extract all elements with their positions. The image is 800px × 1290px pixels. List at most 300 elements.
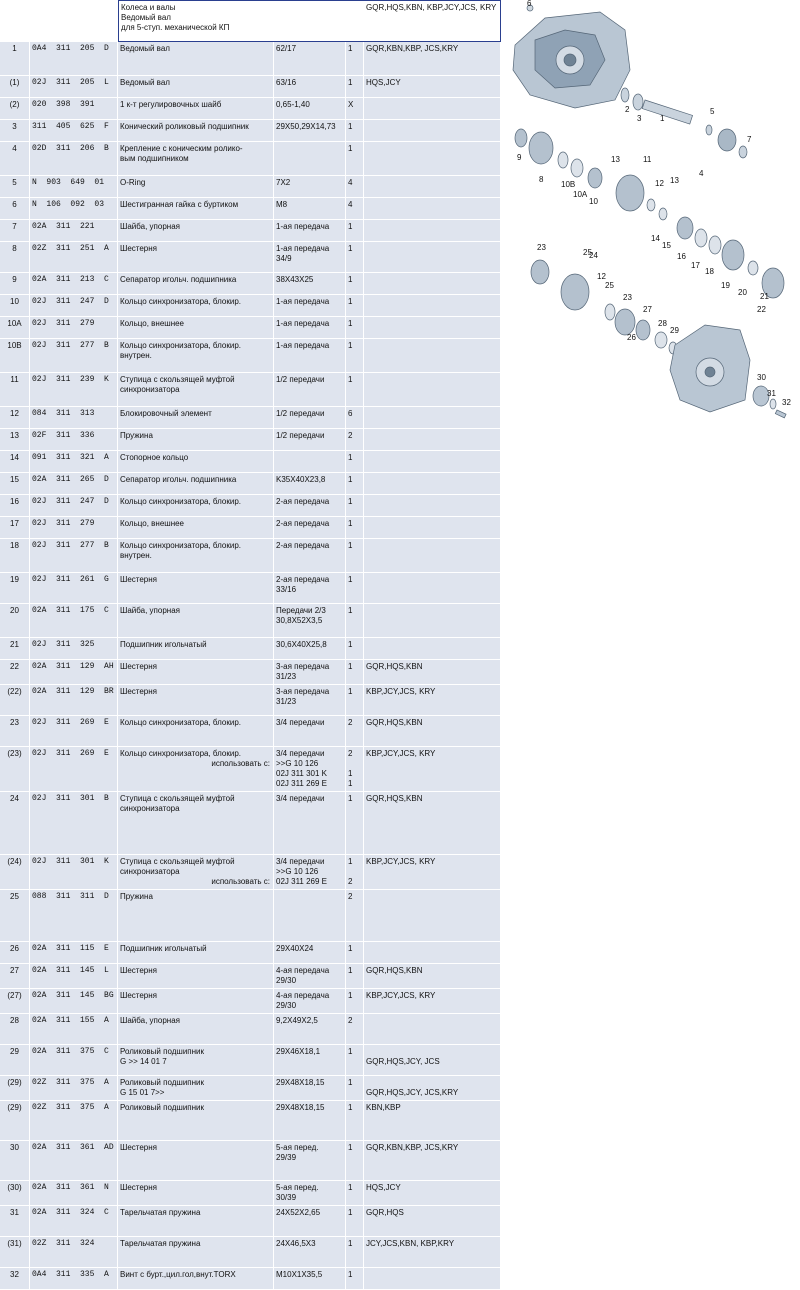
- position-cell: 28: [0, 1014, 30, 1045]
- models-cell: KBP,JCY,JCS, KRY: [364, 855, 501, 890]
- table-row: [0, 539, 501, 573]
- models-cell: GQR,HQS,KBN: [364, 716, 501, 747]
- quantity-cell: 1: [346, 142, 364, 176]
- position-cell: 16: [0, 495, 30, 517]
- quantity-cell: 2: [346, 1014, 364, 1045]
- models-cell: [364, 451, 501, 473]
- position-cell: 11: [0, 373, 30, 407]
- spec-cell: 29X50,29X14,73: [274, 120, 346, 142]
- quantity-cell: 2: [346, 429, 364, 451]
- diagram-callout-label: 18: [705, 267, 714, 276]
- description-cell: Стопорное кольцо: [118, 451, 274, 473]
- table-row: [0, 317, 501, 339]
- description-cell: Шестерня: [118, 964, 274, 989]
- position-cell: (31): [0, 1237, 30, 1268]
- part-number-cell: 02A 311 145 L: [30, 964, 118, 989]
- description-cell: Шестерня: [118, 685, 274, 716]
- position-cell: 14: [0, 451, 30, 473]
- diagram-callout-label: 3: [637, 114, 642, 123]
- diagram-callout-label: 25: [605, 281, 614, 290]
- spec-cell: 1-ая передача: [274, 317, 346, 339]
- position-cell: 17: [0, 517, 30, 539]
- part-number-cell: 02J 311 239 K: [30, 373, 118, 407]
- part-number-cell: 02D 311 206 B: [30, 142, 118, 176]
- quantity-cell: 4: [346, 176, 364, 198]
- diagram-callout-label: 28: [658, 319, 667, 328]
- part-number-cell: 02A 311 175 C: [30, 604, 118, 638]
- quantity-cell: 1: [346, 1181, 364, 1206]
- models-cell: KBN,KBP: [364, 1101, 501, 1141]
- diagram-callout-label: 10: [589, 197, 598, 206]
- header-subtitle: Ведомый вал: [121, 13, 171, 22]
- position-cell: 27: [0, 964, 30, 989]
- position-cell: 21: [0, 638, 30, 660]
- diagram-callout-label: 10B: [561, 180, 576, 189]
- description-cell: Кольцо, внешнее: [118, 517, 274, 539]
- table-row: [0, 1141, 501, 1181]
- position-cell: 10: [0, 295, 30, 317]
- position-cell: 26: [0, 942, 30, 964]
- quantity-cell: 1: [346, 451, 364, 473]
- models-cell: [364, 295, 501, 317]
- position-cell: 13: [0, 429, 30, 451]
- table-row: [0, 660, 501, 685]
- diagram-callout-label: 9: [517, 153, 522, 162]
- models-cell: JCY,JCS,KBN, KBP,KRY: [364, 1237, 501, 1268]
- diagram-callout-label: 7: [747, 135, 752, 144]
- spec-cell: M10X1X35,5: [274, 1268, 346, 1290]
- position-cell: 6: [0, 198, 30, 220]
- spec-cell: 1-ая передача: [274, 220, 346, 242]
- spec-cell: 62/17: [274, 42, 346, 76]
- spec-cell: 3-ая передача 31/23: [274, 660, 346, 685]
- diagram-callout-label: 11: [643, 155, 652, 164]
- quantity-cell: 1: [346, 1237, 364, 1268]
- quantity-cell: 1: [346, 1141, 364, 1181]
- spec-cell: 63/16: [274, 76, 346, 98]
- table-row: [0, 716, 501, 747]
- diagram-callout-label: 4: [699, 169, 704, 178]
- spec-cell: M8: [274, 198, 346, 220]
- description-cell: Пружина: [118, 890, 274, 942]
- table-row: [0, 747, 501, 792]
- part-number-cell: 0A4 311 335 A: [30, 1268, 118, 1290]
- quantity-cell: 1: [346, 317, 364, 339]
- quantity-cell: 2 1 1: [346, 747, 364, 792]
- position-cell: 7: [0, 220, 30, 242]
- spec-cell: 3/4 передачи: [274, 716, 346, 747]
- position-cell: 8: [0, 242, 30, 273]
- diagram-callout-label: 13: [670, 176, 679, 185]
- models-cell: [364, 495, 501, 517]
- diagram-callout-label: 23: [623, 293, 632, 302]
- quantity-cell: 1 2: [346, 855, 364, 890]
- models-cell: [364, 1014, 501, 1045]
- position-cell: 20: [0, 604, 30, 638]
- quantity-cell: 1: [346, 792, 364, 855]
- part-number-cell: 02J 311 205 L: [30, 76, 118, 98]
- description-cell: Шестерня: [118, 573, 274, 604]
- table-row: [0, 964, 501, 989]
- part-number-cell: 02Z 311 324: [30, 1237, 118, 1268]
- models-cell: KBP,JCY,JCS, KRY: [364, 747, 501, 792]
- spec-cell: 29X48X18,15: [274, 1076, 346, 1101]
- description-cell: Сепаратор игольч. подшипника: [118, 473, 274, 495]
- models-cell: GQR,HQS,JCY, JCS,KRY: [364, 1076, 501, 1101]
- quantity-cell: 1: [346, 989, 364, 1014]
- description-cell: Ведомый вал: [118, 42, 274, 76]
- description-cell: Конический роликовый подшипник: [118, 120, 274, 142]
- description-cell: Ступица с скользящей муфтой синхронизатора использовать с:: [118, 855, 274, 890]
- header-title-cell: [118, 0, 364, 42]
- models-cell: GQR,KBN,KBP, JCS,KRY: [364, 1141, 501, 1181]
- table-row: [0, 339, 501, 373]
- description-cell: O-Ring: [118, 176, 274, 198]
- part-number-cell: 02A 311 375 C: [30, 1045, 118, 1076]
- models-cell: GQR,KBN,KBP, JCS,KRY: [364, 42, 501, 76]
- models-cell: [364, 942, 501, 964]
- spec-cell: 7X2: [274, 176, 346, 198]
- position-cell: 5: [0, 176, 30, 198]
- quantity-cell: 1: [346, 42, 364, 76]
- diagram-callout-label: 14: [651, 234, 660, 243]
- part-number-cell: 020 398 391: [30, 98, 118, 120]
- spec-cell: 3/4 передачи >>G 10 126 02J 311 301 K 02J 311 269 E: [274, 747, 346, 792]
- position-cell: (24): [0, 855, 30, 890]
- spec-cell: [274, 451, 346, 473]
- table-row: [0, 1014, 501, 1045]
- spec-cell: 29X40X24: [274, 942, 346, 964]
- spec-cell: 38X43X25: [274, 273, 346, 295]
- description-cell: Сепаратор игольч. подшипника: [118, 273, 274, 295]
- models-cell: [364, 120, 501, 142]
- part-number-cell: 02J 311 279: [30, 317, 118, 339]
- models-cell: [364, 220, 501, 242]
- position-cell: 30: [0, 1141, 30, 1181]
- position-cell: 1: [0, 42, 30, 76]
- part-number-cell: 02J 311 277 B: [30, 339, 118, 373]
- quantity-cell: 1: [346, 242, 364, 273]
- diagram-callout-label: 13: [611, 155, 620, 164]
- diagram-callout-label: 1: [660, 114, 665, 123]
- position-cell: (2): [0, 98, 30, 120]
- description-cell: Роликовый подшипник: [118, 1101, 274, 1141]
- models-cell: [364, 638, 501, 660]
- part-number-cell: 02A 311 155 A: [30, 1014, 118, 1045]
- spec-cell: 4-ая передача 29/30: [274, 989, 346, 1014]
- table-row: [0, 42, 501, 76]
- table-row: [0, 1076, 501, 1101]
- part-number-cell: 02J 311 247 D: [30, 495, 118, 517]
- description-cell: Шестерня: [118, 242, 274, 273]
- table-row: [0, 495, 501, 517]
- models-cell: GQR,HQS: [364, 1206, 501, 1237]
- spec-cell: 2-ая передача: [274, 539, 346, 573]
- part-number-cell: 02A 311 324 C: [30, 1206, 118, 1237]
- position-cell: 25: [0, 890, 30, 942]
- spec-cell: 1/2 передачи: [274, 373, 346, 407]
- description-cell: Шайба, упорная: [118, 1014, 274, 1045]
- description-cell: Блокировочный элемент: [118, 407, 274, 429]
- models-cell: [364, 1268, 501, 1290]
- diagram-callout-label: 20: [738, 288, 747, 297]
- models-cell: [364, 429, 501, 451]
- table-row: [0, 685, 501, 716]
- models-cell: [364, 604, 501, 638]
- part-number-cell: 02A 311 361 N: [30, 1181, 118, 1206]
- position-cell: (30): [0, 1181, 30, 1206]
- diagram-callout-label: 30: [757, 373, 766, 382]
- table-row: [0, 1206, 501, 1237]
- position-cell: (29): [0, 1076, 30, 1101]
- quantity-cell: 1: [346, 220, 364, 242]
- spec-cell: 0,65-1,40: [274, 98, 346, 120]
- diagram-callout-label: 12: [655, 179, 664, 188]
- position-cell: 12: [0, 407, 30, 429]
- models-cell: HQS,JCY: [364, 76, 501, 98]
- quantity-cell: 1: [346, 1076, 364, 1101]
- quantity-cell: 1: [346, 120, 364, 142]
- quantity-cell: 1: [346, 573, 364, 604]
- models-cell: [364, 339, 501, 373]
- table-row: [0, 890, 501, 942]
- gearbox-housing-top-image: [513, 5, 630, 108]
- description-cell: Кольцо синхронизатора, блокир.: [118, 716, 274, 747]
- models-cell: [364, 573, 501, 604]
- spec-cell: [274, 890, 346, 942]
- table-row: [0, 792, 501, 855]
- models-cell: [364, 198, 501, 220]
- models-cell: [364, 473, 501, 495]
- diagram-callout-label: 32: [782, 398, 791, 407]
- models-cell: GQR,HQS,KBN: [364, 660, 501, 685]
- spec-cell: 2-ая передача: [274, 517, 346, 539]
- spec-cell: 2-ая передача: [274, 495, 346, 517]
- diagram-callout-label: 2: [625, 105, 630, 114]
- description-cell: Шестерня: [118, 1181, 274, 1206]
- part-number-cell: 02A 311 265 D: [30, 473, 118, 495]
- exploded-view-diagram: [505, 0, 800, 430]
- models-cell: [364, 517, 501, 539]
- diagram-callout-label: 23: [537, 243, 546, 252]
- position-cell: 19: [0, 573, 30, 604]
- table-row: [0, 1181, 501, 1206]
- table-row: [0, 573, 501, 604]
- spec-cell: 24X52X2,65: [274, 1206, 346, 1237]
- table-row: [0, 1237, 501, 1268]
- description-cell: Роликовый подшипник G >> 14 01 7: [118, 1045, 274, 1076]
- table-row: [0, 638, 501, 660]
- header-description: для 5-ступ. механической КП: [121, 23, 230, 32]
- part-number-cell: 02A 311 361 AD: [30, 1141, 118, 1181]
- part-number-cell: 02A 311 221: [30, 220, 118, 242]
- diagram-callout-label: 19: [721, 281, 730, 290]
- spec-cell: 5-ая перед. 30/39: [274, 1181, 346, 1206]
- spec-cell: 3-ая передача 31/23: [274, 685, 346, 716]
- table-row: [0, 198, 501, 220]
- diagram-callout-label: 17: [691, 261, 700, 270]
- part-number-cell: 02A 311 145 BG: [30, 989, 118, 1014]
- description-cell: Шестерня: [118, 989, 274, 1014]
- diagram-callout-label: 12: [597, 272, 606, 281]
- table-row: [0, 989, 501, 1014]
- position-cell: (29): [0, 1101, 30, 1141]
- spec-cell: 2-ая передача 33/16: [274, 573, 346, 604]
- part-number-cell: N 903 649 01: [30, 176, 118, 198]
- spec-cell: 29X46X18,1: [274, 1045, 346, 1076]
- position-cell: 10B: [0, 339, 30, 373]
- diagram-callout-label: 31: [767, 389, 776, 398]
- position-cell: 22: [0, 660, 30, 685]
- table-row: [0, 942, 501, 964]
- quantity-cell: 1: [346, 1101, 364, 1141]
- models-cell: GQR,HQS,KBN: [364, 964, 501, 989]
- part-number-cell: 02A 311 129 AH: [30, 660, 118, 685]
- quantity-cell: 1: [346, 295, 364, 317]
- table-row: [0, 517, 501, 539]
- part-number-cell: 02A 311 213 C: [30, 273, 118, 295]
- quantity-cell: 1: [346, 964, 364, 989]
- part-number-cell: 02F 311 336: [30, 429, 118, 451]
- description-cell: Шайба, упорная: [118, 604, 274, 638]
- part-number-cell: 311 405 625 F: [30, 120, 118, 142]
- quantity-cell: 1: [346, 373, 364, 407]
- position-cell: 4: [0, 142, 30, 176]
- spec-cell: 1/2 передачи: [274, 429, 346, 451]
- diagram-callout-label: 27: [643, 305, 652, 314]
- diagram-callout-label: 10A: [573, 190, 588, 199]
- position-cell: 32: [0, 1268, 30, 1290]
- position-cell: (23): [0, 747, 30, 792]
- models-cell: GQR,HQS,JCY, JCS: [364, 1045, 501, 1076]
- quantity-cell: 1: [346, 495, 364, 517]
- description-cell: Винт с бурт.,цил.гол,внут.TORX: [118, 1268, 274, 1290]
- part-number-cell: 02J 311 277 B: [30, 539, 118, 573]
- part-number-cell: 02J 311 301 K: [30, 855, 118, 890]
- quantity-cell: X: [346, 98, 364, 120]
- table-row: [0, 295, 501, 317]
- table-row: [0, 407, 501, 429]
- description-cell: Кольцо синхронизатора, блокир.: [118, 295, 274, 317]
- table-row: [0, 1045, 501, 1076]
- spec-cell: 29X48X18,15: [274, 1101, 346, 1141]
- quantity-cell: 1: [346, 638, 364, 660]
- diagram-callout-label: 5: [710, 107, 715, 116]
- models-cell: HQS,JCY: [364, 1181, 501, 1206]
- diagram-callout-label: 25: [583, 248, 592, 257]
- description-cell: Кольцо синхронизатора, блокир. использовать с:: [118, 747, 274, 792]
- models-cell: [364, 317, 501, 339]
- position-cell: 9: [0, 273, 30, 295]
- description-cell: Ступица с скользящей муфтой синхронизатора: [118, 373, 274, 407]
- description-cell: Тарельчатая пружина: [118, 1237, 274, 1268]
- part-number-cell: 0A4 311 205 D: [30, 42, 118, 76]
- description-cell: Тарельчатая пружина: [118, 1206, 274, 1237]
- models-cell: [364, 142, 501, 176]
- table-row: [0, 604, 501, 638]
- models-cell: [364, 98, 501, 120]
- spec-cell: 9,2X49X2,5: [274, 1014, 346, 1045]
- table-row: [0, 373, 501, 407]
- gearbox-housing-bottom-image: [670, 325, 786, 418]
- part-number-cell: 02A 311 115 E: [30, 942, 118, 964]
- part-number-cell: 02Z 311 375 A: [30, 1101, 118, 1141]
- quantity-cell: 1: [346, 339, 364, 373]
- description-cell: Шестерня: [118, 660, 274, 685]
- description-cell: Шестерня: [118, 1141, 274, 1181]
- quantity-cell: 1: [346, 604, 364, 638]
- diagram-callout-label: 26: [627, 333, 636, 342]
- quantity-cell: 1: [346, 473, 364, 495]
- spec-cell: 1-ая передача: [274, 295, 346, 317]
- part-number-cell: 088 311 311 D: [30, 890, 118, 942]
- table-row: [0, 1101, 501, 1141]
- diagram-callout-label: 22: [757, 305, 766, 314]
- spec-cell: 1-ая передача: [274, 339, 346, 373]
- part-number-cell: 02J 311 325: [30, 638, 118, 660]
- description-cell: Крепление с коническим ролико- вым подшипником: [118, 142, 274, 176]
- table-row: [0, 176, 501, 198]
- spec-cell: 3/4 передачи: [274, 792, 346, 855]
- table-row: [0, 429, 501, 451]
- part-number-cell: 02Z 311 251 A: [30, 242, 118, 273]
- quantity-cell: 1: [346, 517, 364, 539]
- models-cell: GQR,HQS,KBN: [364, 792, 501, 855]
- part-number-cell: 02J 311 279: [30, 517, 118, 539]
- spec-cell: [274, 142, 346, 176]
- table-row: [0, 855, 501, 890]
- diagram-callout-label: 24: [589, 251, 598, 260]
- position-cell: 31: [0, 1206, 30, 1237]
- quantity-cell: 1: [346, 685, 364, 716]
- description-cell: Шестигранная гайка с буртиком: [118, 198, 274, 220]
- part-number-cell: 02A 311 129 BR: [30, 685, 118, 716]
- header-title: Колеса и валы: [121, 3, 176, 12]
- quantity-cell: 2: [346, 716, 364, 747]
- description-cell: Ступица с скользящей муфтой синхронизатора: [118, 792, 274, 855]
- models-cell: [364, 176, 501, 198]
- position-cell: (27): [0, 989, 30, 1014]
- position-cell: 29: [0, 1045, 30, 1076]
- spec-cell: 1-ая передача 34/9: [274, 242, 346, 273]
- position-cell: 18: [0, 539, 30, 573]
- description-cell: Кольцо синхронизатора, блокир. внутрен.: [118, 539, 274, 573]
- quantity-cell: 1: [346, 76, 364, 98]
- position-cell: 3: [0, 120, 30, 142]
- spec-cell: 5-ая перед. 29/39: [274, 1141, 346, 1181]
- description-cell: Ведомый вал: [118, 76, 274, 98]
- description-cell: Кольцо синхронизатора, блокир. внутрен.: [118, 339, 274, 373]
- diagram-callout-label: 29: [670, 326, 679, 335]
- models-cell: [364, 890, 501, 942]
- part-number-cell: 02J 311 301 B: [30, 792, 118, 855]
- part-number-cell: 02J 311 261 G: [30, 573, 118, 604]
- part-number-cell: 02J 311 247 D: [30, 295, 118, 317]
- spec-cell: 24X46,5X3: [274, 1237, 346, 1268]
- spec-cell: K35X40X23,8: [274, 473, 346, 495]
- table-row: [0, 473, 501, 495]
- models-cell: [364, 373, 501, 407]
- part-number-cell: 02Z 311 375 A: [30, 1076, 118, 1101]
- table-row: [0, 142, 501, 176]
- spec-cell: 1/2 передачи: [274, 407, 346, 429]
- description-cell: Кольцо синхронизатора, блокир.: [118, 495, 274, 517]
- quantity-cell: 1: [346, 1268, 364, 1290]
- table-row: [0, 98, 501, 120]
- diagram-callout-label: 15: [662, 241, 671, 250]
- table-row: [0, 76, 501, 98]
- spec-cell: 4-ая передача 29/30: [274, 964, 346, 989]
